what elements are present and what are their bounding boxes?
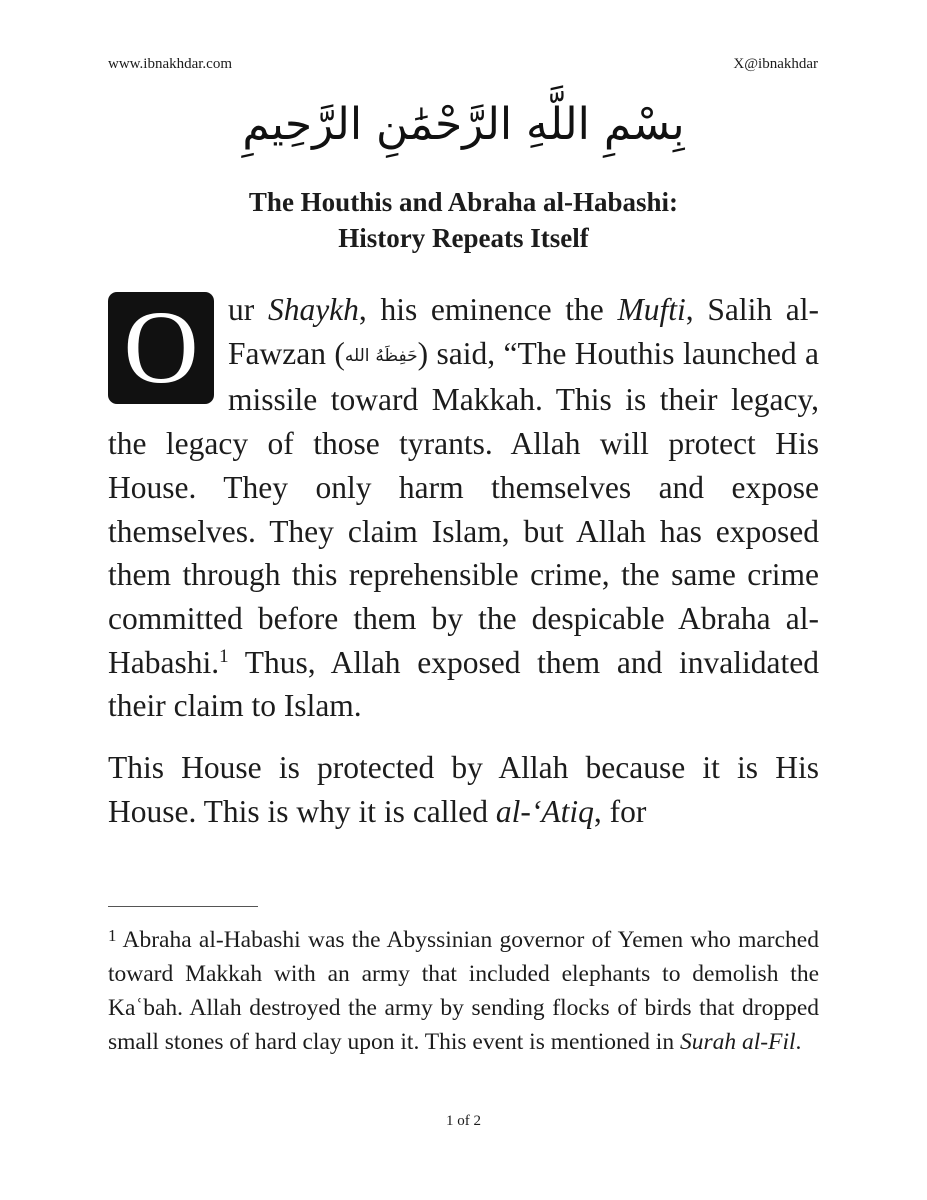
document-title xyxy=(108,184,819,256)
website-header: www.ibnakhdar.com xyxy=(108,56,232,72)
footnote: $^1$ Abraha al-Habashi was the Abyssinian governor of Yemen who marched toward Makkah with an army that included elephants to demolish the Kaʿbah. Allah destroyed the army by sending flocks of birds that dropped small stones of hard clay upon it. This event is mentioned in Surah al-Fil. xyxy=(108,926,819,1055)
footnote-reference[interactable]: 1 xyxy=(219,645,229,667)
arabic-honorific: حَفِظَهُ الله xyxy=(344,345,418,366)
title-line-1: The Houthis and Abraha al-Habashi: xyxy=(248,187,679,217)
drop-cap: O xyxy=(108,292,214,404)
footnote-marker: 1 xyxy=(108,926,117,945)
basmala-calligraphy: بِسْمِ اللَّهِ الرَّحْمَٰنِ الرَّحِيمِ xyxy=(242,99,685,150)
italic-term: Shaykh xyxy=(267,292,359,327)
paragraph-2: This House is protected by Allah because it is His House. This is why it is called al-‘Atiq, for xyxy=(108,750,819,829)
italic-term: Mufti xyxy=(617,292,686,327)
paragraph-1: O ur Shaykh, his eminence the Mufti, Salih al-Fawzan (حَفِظَهُ الله) said, “The Houthis launched a missile toward Makkah. This is their legacy, the legacy of those tyrants. Allah will protect His House. They only harm themselves and expose themselves. They claim Islam, but Allah has exposed them through this reprehensible crime, the same crime committed before them by the despicable Abraha al-Habashi.$^1$ Thus, Allah exposed them and invalidated their claim to Islam. xyxy=(108,290,820,724)
social-handle-header: X@ibnakhdar xyxy=(733,56,818,72)
page-number: 1 of 2 xyxy=(446,1113,481,1129)
italic-term: al-‘Atiq xyxy=(495,793,594,829)
title-line-2: History Repeats Itself xyxy=(338,223,589,253)
document-body xyxy=(108,288,819,833)
footnote-divider xyxy=(108,906,258,907)
italic-term: Surah al-Fil xyxy=(679,1029,796,1055)
